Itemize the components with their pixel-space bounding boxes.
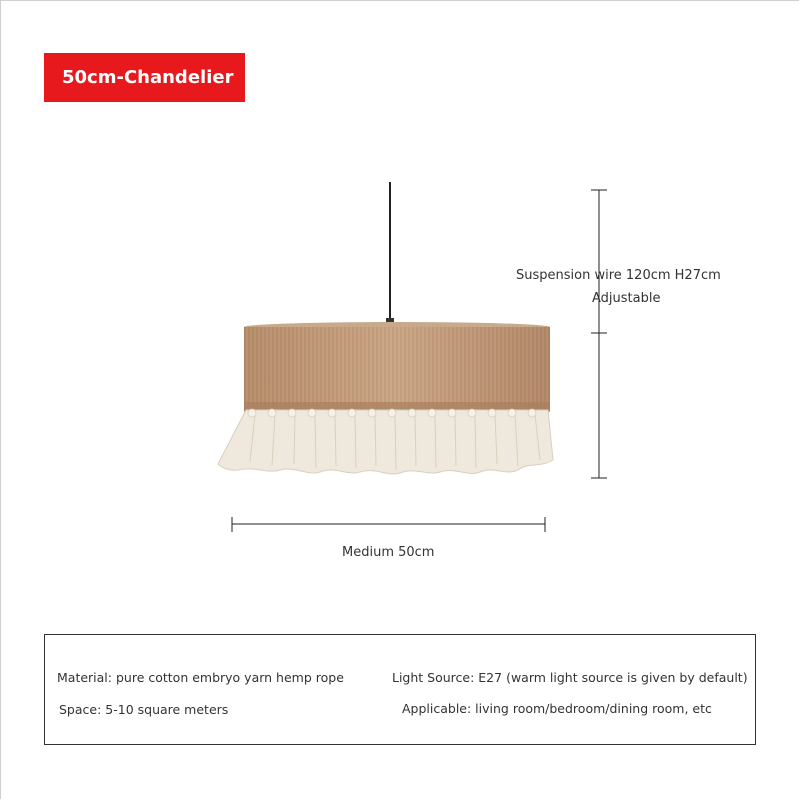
height-dimension-line [591,190,607,478]
adjustable-label: Adjustable [592,291,661,306]
tassel-fringe [218,410,553,474]
width-dimension-line [232,517,545,532]
tassel-knots [248,409,536,417]
spec-material: Material: pure cotton embryo yarn hemp rope [57,670,344,685]
shade-weave [244,327,550,411]
spec-light-source: Light Source: E27 (warm light source is given by default) [392,670,748,685]
specifications-box [44,634,756,745]
spec-space: Space: 5-10 square meters [59,702,229,717]
badge-label: 50cm-Chandelier [62,67,234,88]
suspension-label: Suspension wire 120cm H27cm [516,268,721,283]
spec-applicable: Applicable: living room/bedroom/dining room, etc [402,701,712,716]
pendant-lamp-icon [218,322,553,474]
width-label: Medium 50cm [342,545,435,560]
